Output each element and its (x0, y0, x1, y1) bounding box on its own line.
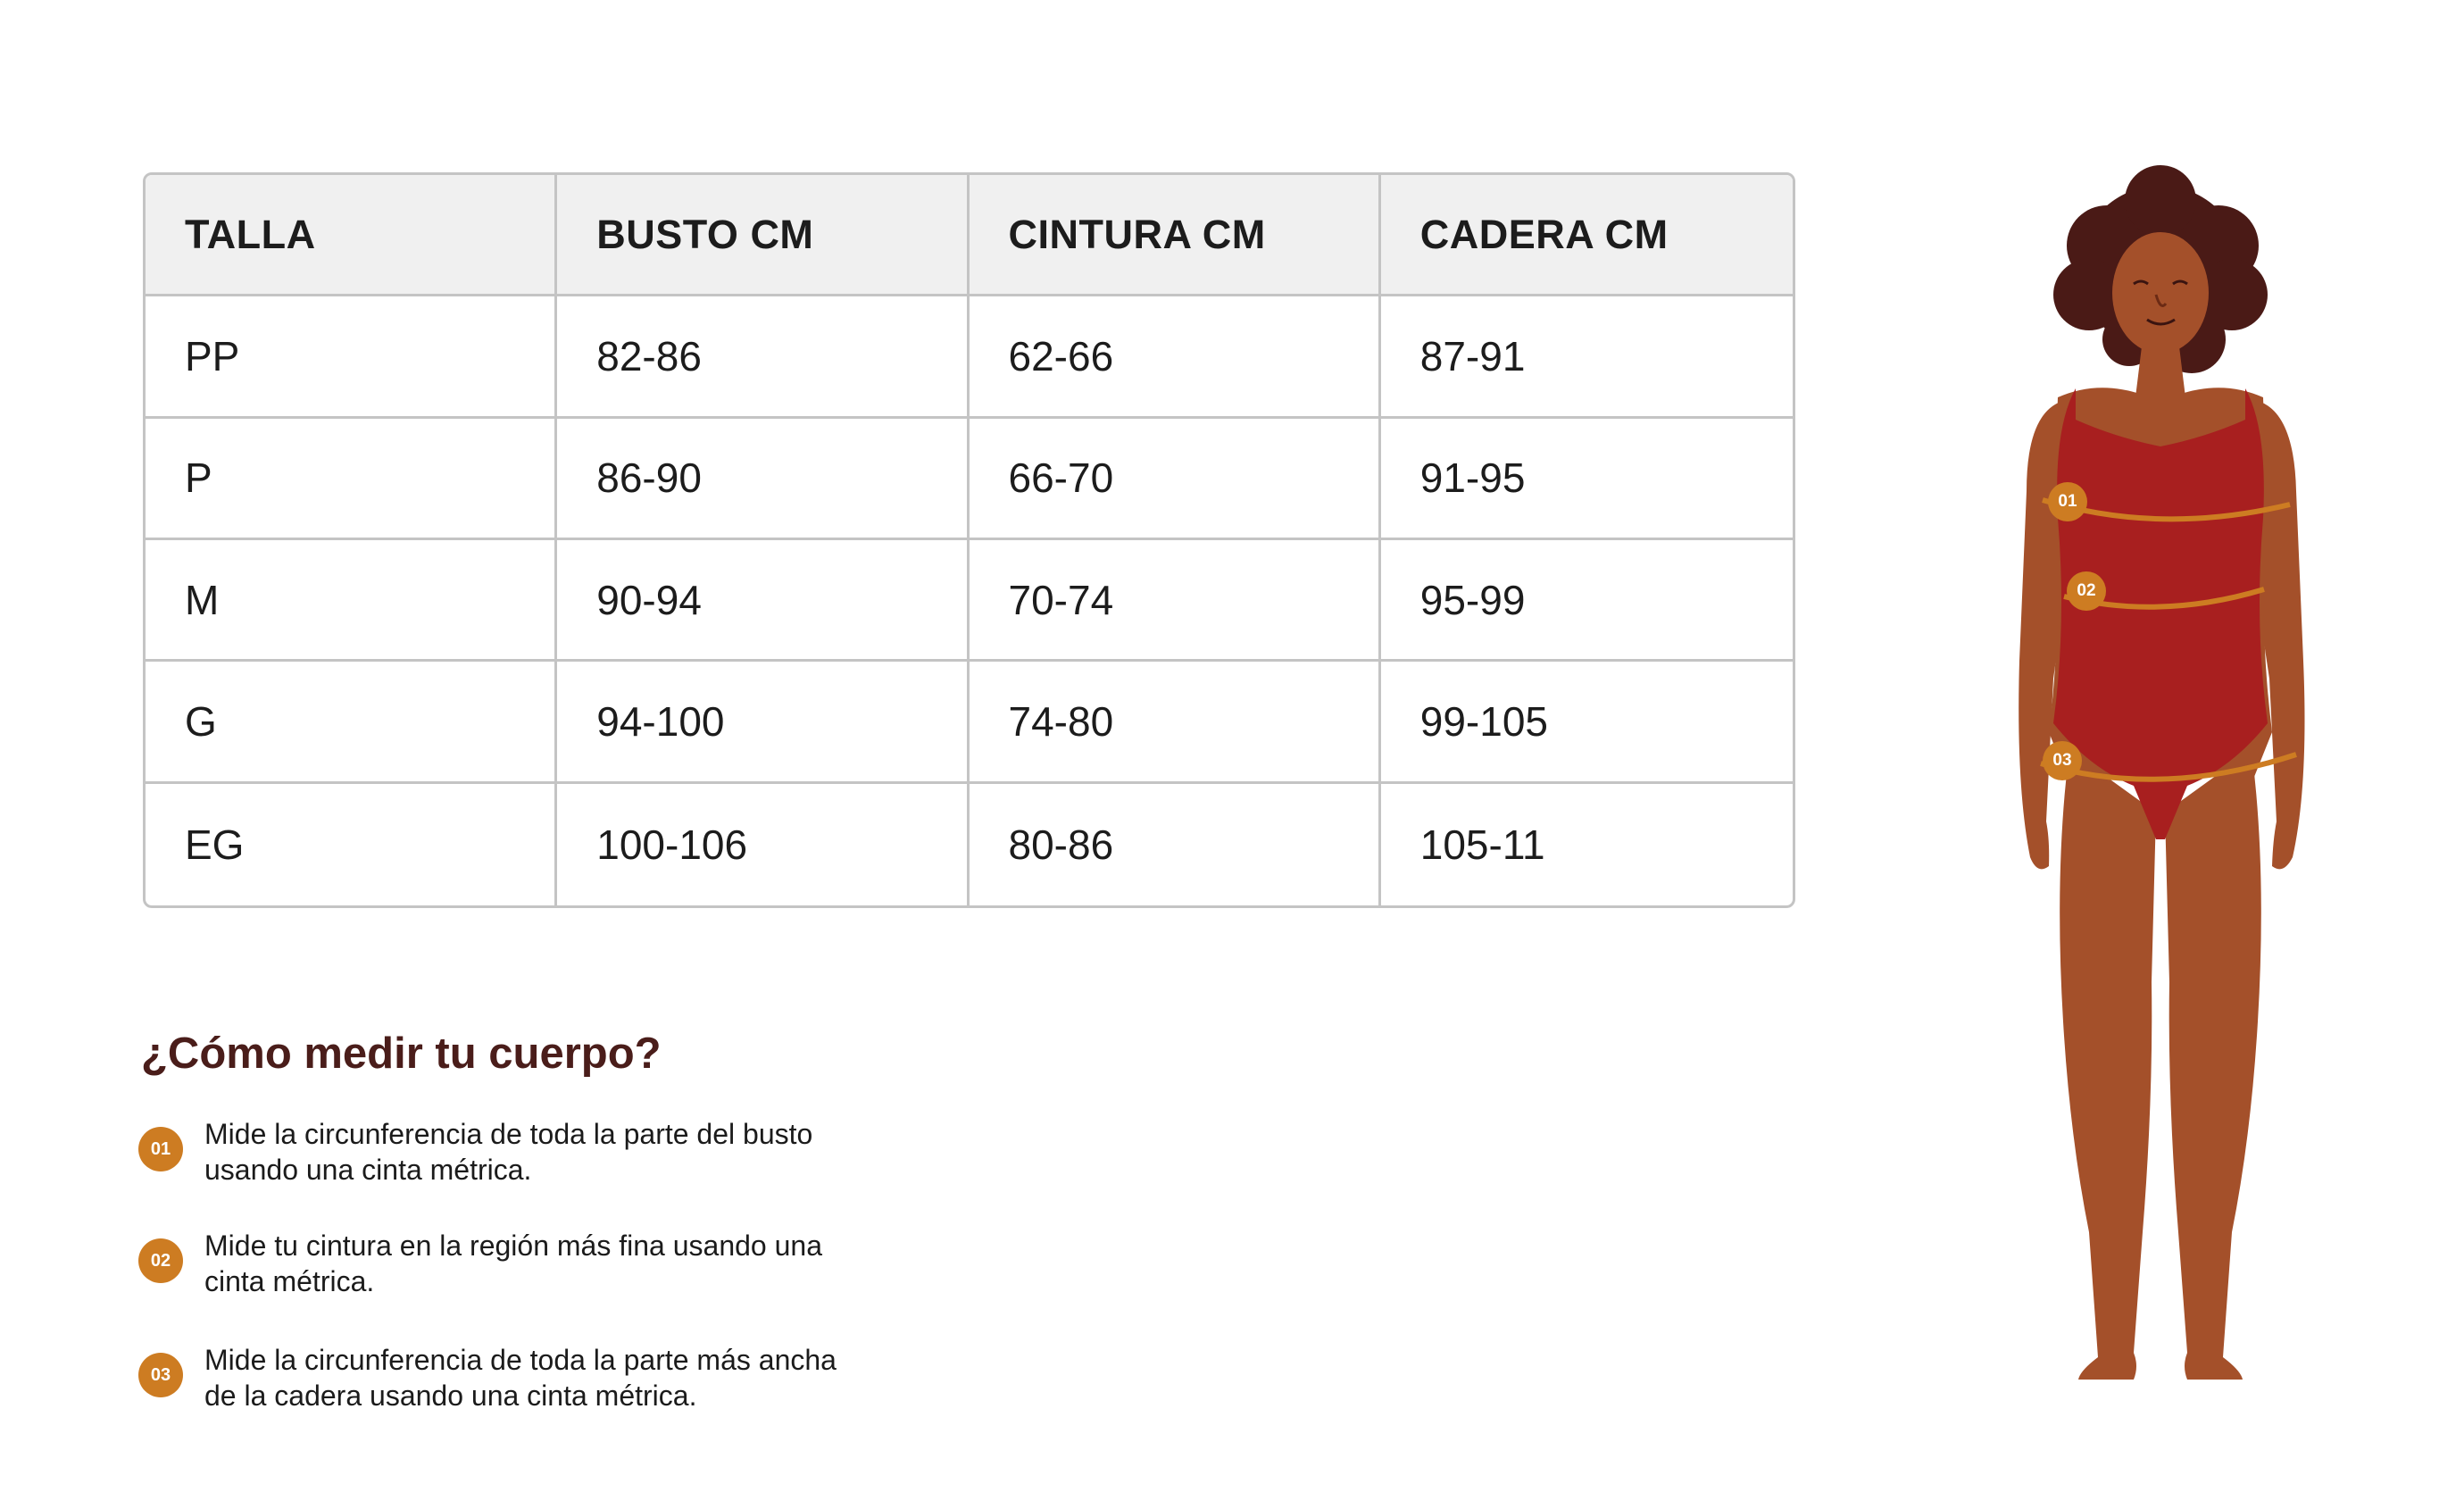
step-bust (138, 1116, 847, 1188)
table-cell-size: M (146, 540, 557, 662)
step-number-badge: 02 (138, 1238, 183, 1283)
table-cell-waist: 62-66 (970, 296, 1381, 418)
header-busto: BUSTO CM (557, 175, 969, 296)
table-cell-waist: 80-86 (970, 784, 1381, 905)
table-cell-bust: 100-106 (557, 784, 969, 905)
table-cell-bust: 90-94 (557, 540, 969, 662)
header-cadera: CADERA CM (1381, 175, 1793, 296)
table-cell-hip: 105-11 (1419, 821, 1545, 868)
marker-waist: 02 (2067, 571, 2106, 611)
step-text: Mide la circunferencia de toda la parte más ancha de la cadera usando una cinta métrica. (204, 1344, 837, 1412)
table-cell-hip: 87-91 (1381, 296, 1793, 418)
table-cell-bust: 82-86 (557, 296, 969, 418)
table-cell-hip: 91-95 (1381, 419, 1793, 540)
step-waist (138, 1228, 847, 1299)
face (2112, 232, 2209, 354)
header-talla: TALLA (146, 175, 557, 296)
size-table (143, 172, 1795, 908)
how-to-measure-title: ¿Cómo medir tu cuerpo? (141, 1030, 662, 1078)
table-cell-waist: 66-70 (970, 419, 1381, 540)
body-measurement-figure (1964, 161, 2357, 1393)
table-cell-waist: 70-74 (970, 540, 1381, 662)
woman-figure-illustration (1964, 161, 2357, 1393)
marker-hip: 03 (2043, 741, 2082, 780)
table-cell-waist: 74-80 (970, 662, 1381, 783)
table-cell-bust: 86-90 (557, 419, 969, 540)
step-text: Mide tu cintura en la región más fina usando una cinta métrica. (204, 1230, 822, 1297)
step-number-badge: 03 (138, 1353, 183, 1397)
left-leg (2060, 750, 2156, 1380)
table-cell-size: P (146, 419, 557, 540)
right-leg (2165, 750, 2261, 1380)
header-cintura: CINTURA CM (970, 175, 1381, 296)
table-cell-size: EG (146, 784, 557, 905)
table-cell-size: G (146, 662, 557, 783)
step-number-badge: 01 (138, 1127, 183, 1171)
table-cell-bust: 94-100 (557, 662, 969, 783)
table-cell-hip: 95-99 (1381, 540, 1793, 662)
marker-bust: 01 (2048, 482, 2087, 521)
step-hip (138, 1342, 847, 1413)
step-text: Mide la circunferencia de toda la parte del busto usando una cinta métrica. (204, 1118, 813, 1186)
table-cell-size: PP (146, 296, 557, 418)
table-cell-hip: 99-105 (1381, 662, 1793, 783)
